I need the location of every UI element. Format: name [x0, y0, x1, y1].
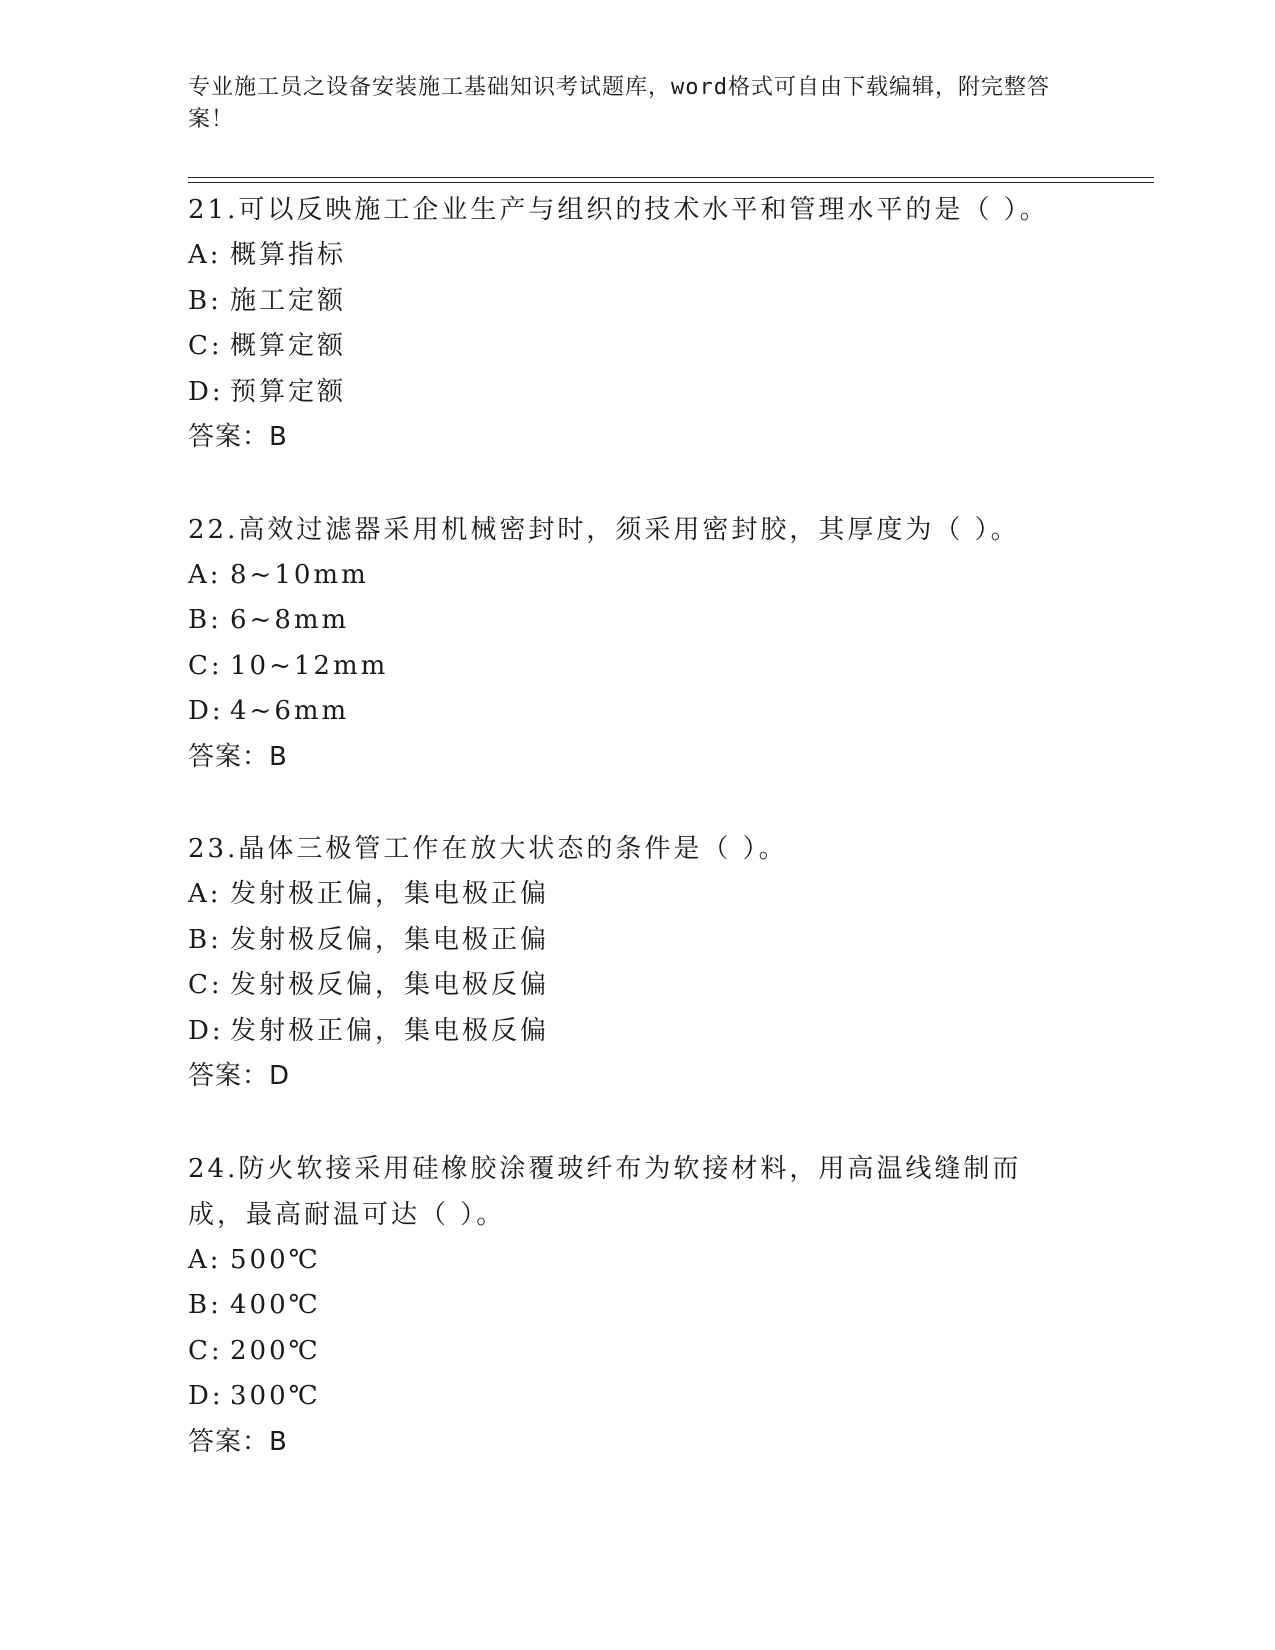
question-22	[188, 507, 1154, 781]
option-letter: B:	[188, 285, 222, 316]
question-stem: 21.可以反映施工企业生产与组织的技术水平和管理水平的是（ ）。	[188, 195, 1049, 225]
option-text: 预算定额	[230, 376, 347, 407]
option-letter: D:	[188, 1015, 224, 1046]
option-text: 4~6mm	[230, 696, 350, 726]
option-c	[188, 324, 1154, 370]
option-letter: B:	[188, 924, 222, 955]
option-letter: D:	[188, 376, 224, 407]
header-divider-bottom	[188, 182, 1154, 183]
answer-line: 答案：B	[188, 422, 288, 452]
option-letter: C:	[188, 1335, 223, 1366]
option-a	[188, 233, 1154, 279]
option-letter: D:	[188, 696, 224, 726]
option-c	[188, 963, 1154, 1009]
option-b	[188, 279, 1154, 325]
option-d	[188, 689, 1154, 735]
question-stem: 23.晶体三极管工作在放大状态的条件是（ ）。	[188, 834, 788, 864]
option-text: 发射极反偏，集电极反偏	[230, 970, 550, 1000]
question-24	[188, 1146, 1154, 1466]
option-text: 概算定额	[230, 331, 347, 361]
option-c	[188, 1329, 1154, 1375]
option-d	[188, 1374, 1154, 1420]
answer-line: 答案：B	[188, 741, 288, 772]
question-list	[188, 187, 1154, 1511]
option-letter: A:	[188, 240, 222, 270]
option-b	[188, 598, 1154, 644]
option-d	[188, 370, 1154, 416]
option-text: 400℃	[230, 1290, 321, 1320]
option-text: 500℃	[230, 1244, 321, 1275]
question-stem: 24.防火软接采用硅橡胶涂覆玻纤布为软接材料，用高温线缝制而成，最高耐温可达（ ）。	[188, 1153, 1022, 1230]
answer-line: 答案：B	[188, 1426, 288, 1457]
question-23	[188, 826, 1154, 1100]
option-text: 发射极反偏，集电极正偏	[230, 924, 550, 955]
question-stem: 22.高效过滤器采用机械密封时，须采用密封胶，其厚度为（ ）。	[188, 514, 1020, 545]
answer-line: 答案：D	[188, 1061, 291, 1091]
option-text: 6~8mm	[230, 605, 350, 635]
option-text: 发射极正偏，集电极正偏	[230, 879, 550, 909]
option-a	[188, 1238, 1154, 1284]
option-c	[188, 644, 1154, 690]
option-letter: B:	[188, 605, 222, 635]
option-letter: D:	[188, 1381, 224, 1411]
option-text: 施工定额	[230, 285, 347, 316]
option-text: 发射极正偏，集电极反偏	[230, 1015, 550, 1046]
option-letter: A:	[188, 1244, 222, 1275]
option-text: 200℃	[230, 1335, 321, 1366]
option-a	[188, 553, 1154, 599]
option-text: 300℃	[230, 1381, 321, 1411]
option-b	[188, 1283, 1154, 1329]
option-text: 8~10mm	[230, 559, 369, 590]
option-a	[188, 872, 1154, 918]
header-divider-top	[188, 177, 1154, 178]
option-text: 概算指标	[230, 240, 347, 270]
option-letter: B:	[188, 1290, 222, 1320]
question-21	[188, 187, 1154, 461]
option-letter: C:	[188, 970, 223, 1000]
option-b	[188, 918, 1154, 964]
document-header: 专业施工员之设备安装施工基础知识考试题库，word格式可自由下载编辑，附完整答案！	[188, 75, 1050, 132]
option-letter: A:	[188, 879, 222, 909]
option-d	[188, 1009, 1154, 1055]
option-letter: C:	[188, 650, 223, 681]
option-letter: A:	[188, 559, 222, 590]
option-text: 10~12mm	[230, 650, 389, 681]
option-letter: C:	[188, 331, 223, 361]
